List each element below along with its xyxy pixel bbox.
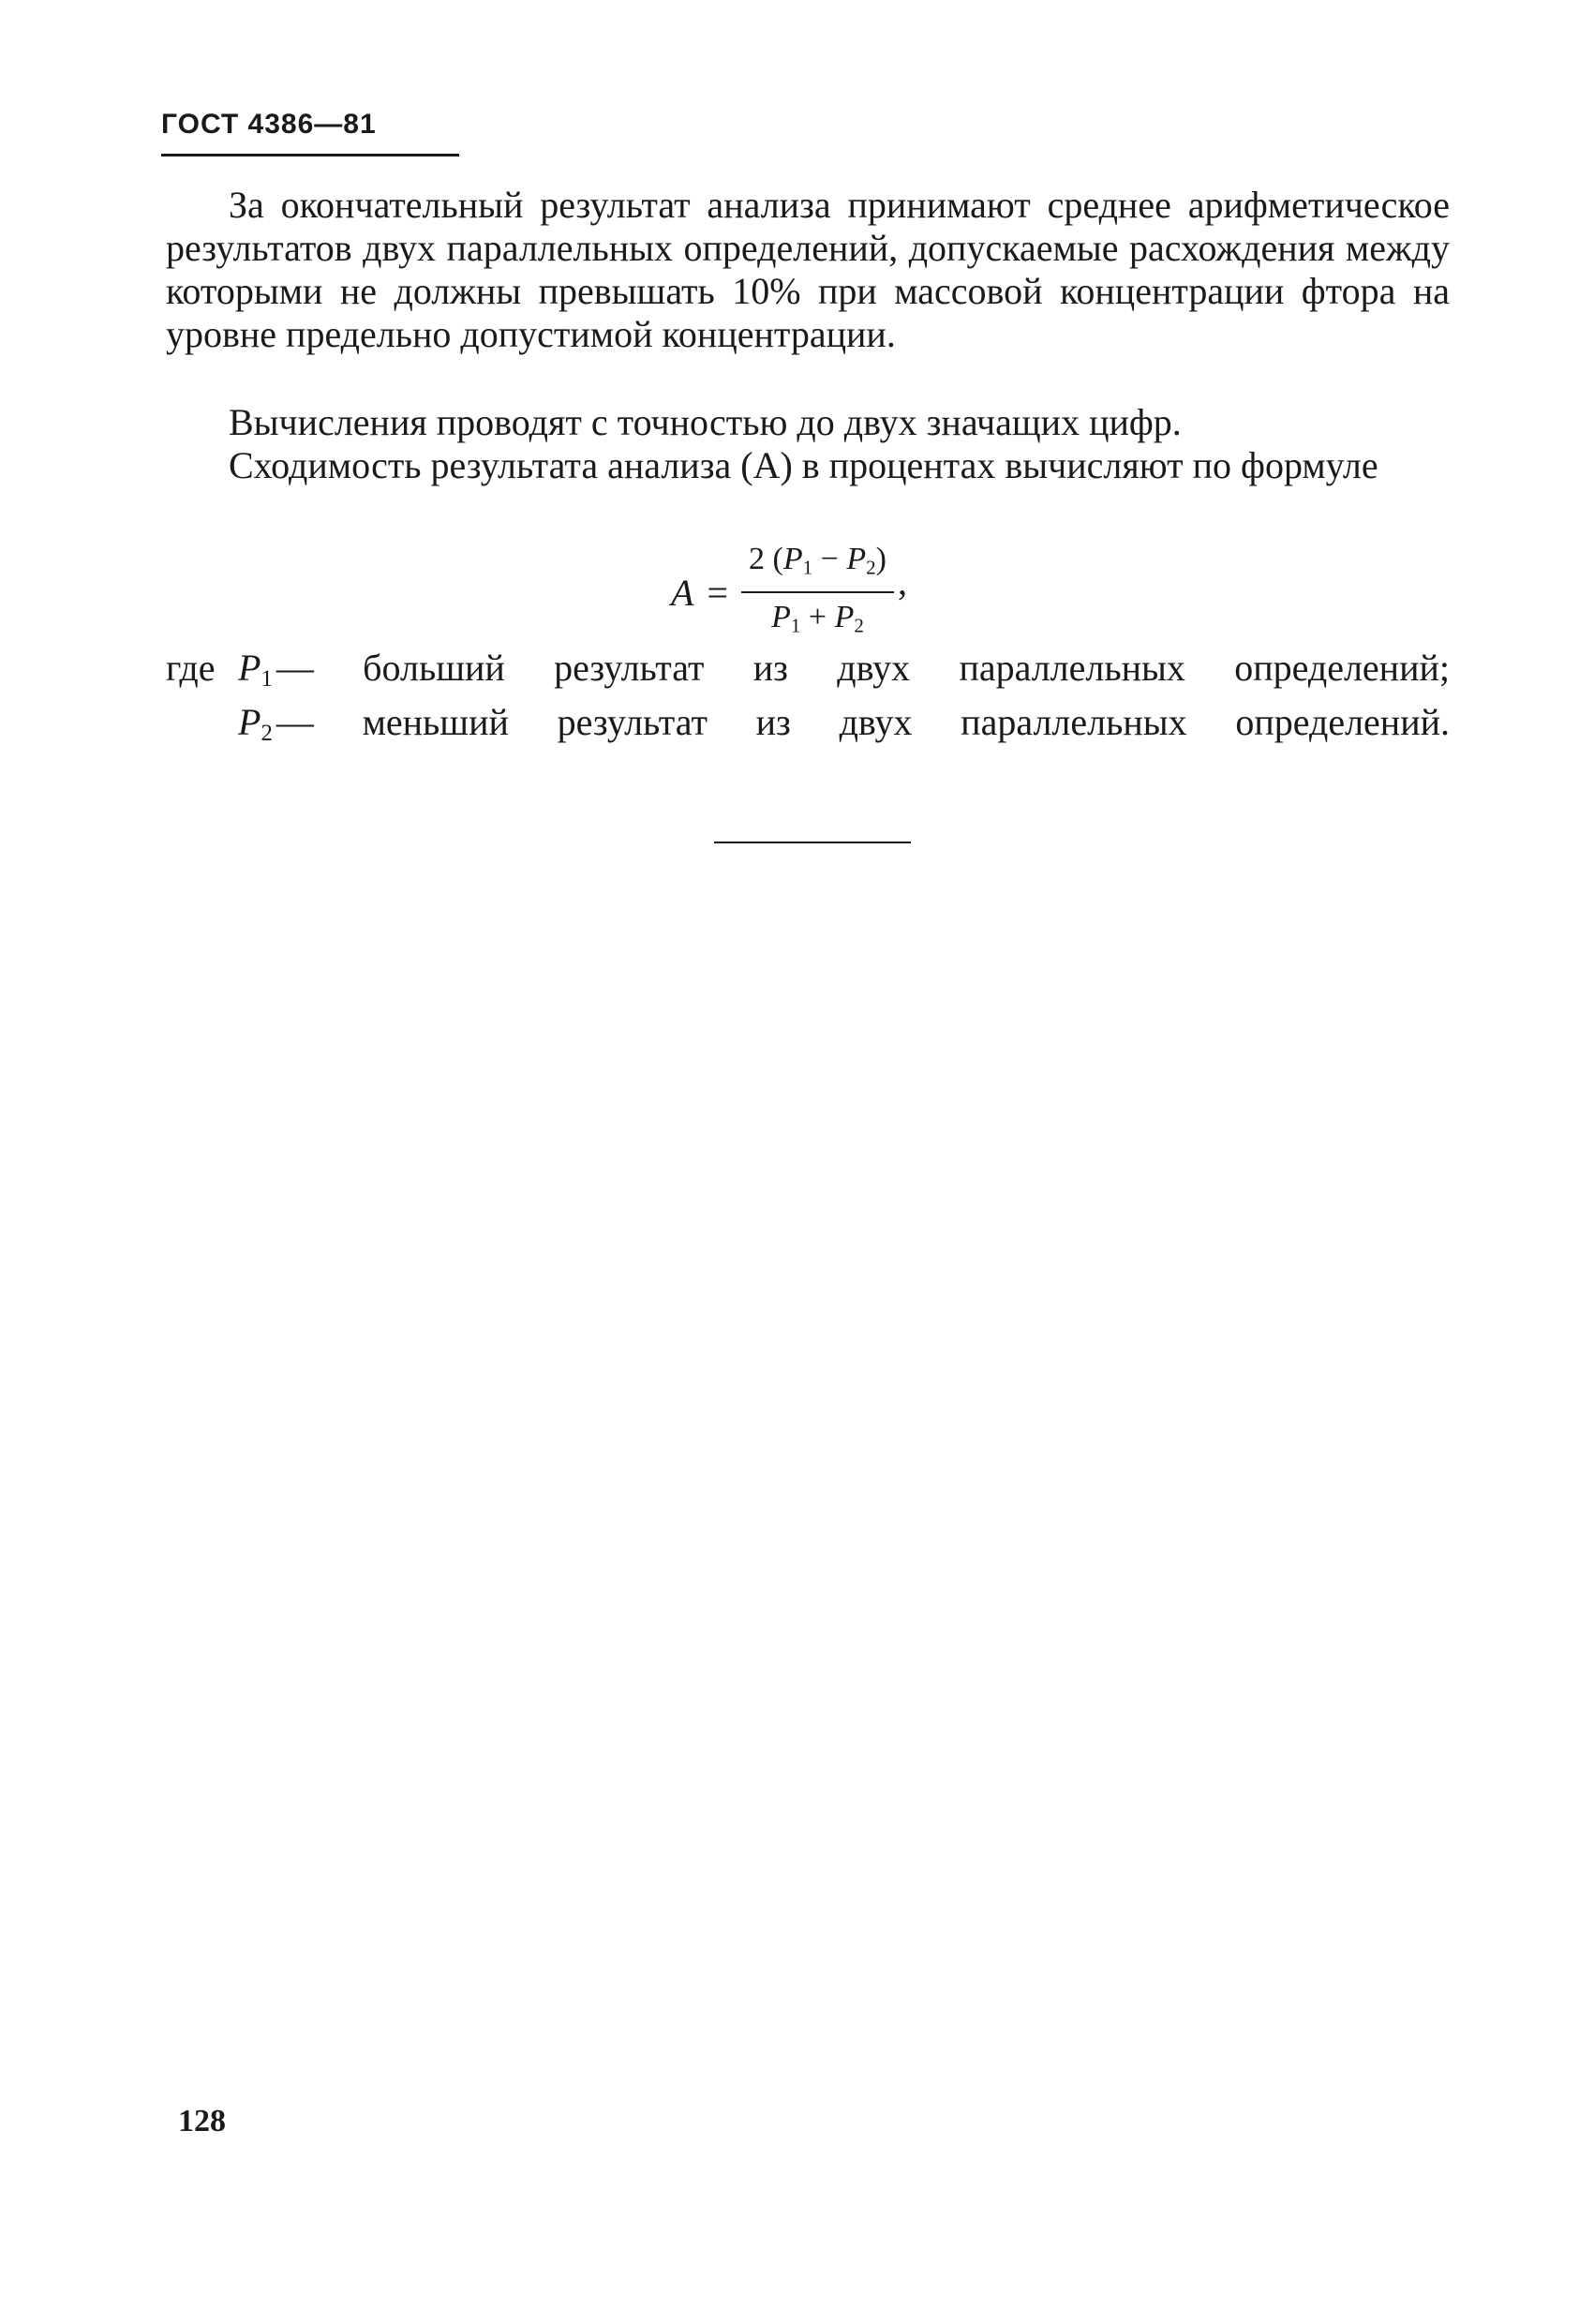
page-number: 128	[178, 2104, 226, 2138]
formula-comma: ,	[898, 559, 907, 603]
formula-lhs: A	[671, 571, 694, 614]
definition-symbol: $P_1$	[238, 647, 273, 693]
definition-p1	[166, 647, 1450, 701]
definition-symbol: $P_2$	[238, 701, 273, 747]
definition-lead	[166, 701, 238, 755]
paragraph-calculation-precision: Вычисления проводят с точностью до двух значащих цифр.	[229, 401, 1182, 443]
section-end-rule	[714, 842, 911, 843]
formula-equals: =	[707, 571, 728, 614]
definition-text: — больший результат из двух параллельных определений;	[276, 647, 1450, 689]
paragraph-final-result: За окончательный результат анализа принимают среднее арифметическое результатов двух параллельных определений, допускаемые расхождения между которыми не должны превышать 10% при массовой концентрации фтора на уровне предельно допустимой концентрации.	[166, 184, 1450, 355]
fraction-bar	[741, 591, 894, 593]
variable-definitions	[166, 647, 1450, 755]
convergence-formula	[671, 542, 907, 643]
header-underline	[161, 154, 459, 156]
definition-lead: где	[166, 647, 216, 689]
definition-text: — меньший результат из двух параллельных определений.	[276, 701, 1450, 744]
formula-denominator: $P_1 + P_2$	[771, 600, 864, 637]
formula-numerator: 2 $(P_1 - P_2)$	[749, 541, 886, 578]
formula-fraction	[741, 541, 894, 645]
paragraph-convergence: Сходимость результата анализа (A) в процентах вычисляют по формуле	[229, 444, 1378, 486]
definition-p2	[166, 701, 1450, 755]
document-header: ГОСТ 4386—81	[161, 109, 377, 140]
